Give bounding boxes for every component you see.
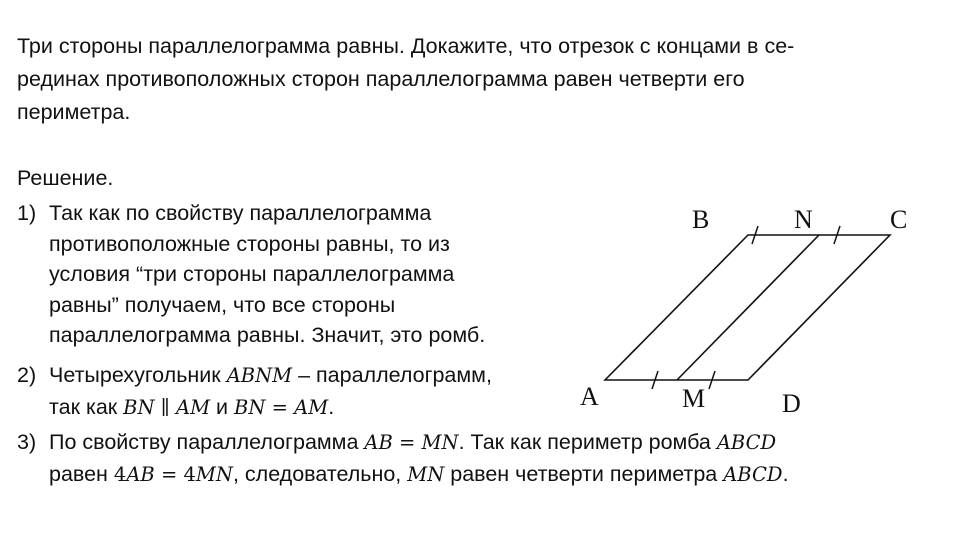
solution-title: Решение.: [17, 166, 114, 190]
step-3-line-1: [49, 427, 789, 459]
step-3-body: [49, 427, 789, 490]
step-2-period: .: [328, 394, 335, 419]
step-2-body: [49, 360, 492, 423]
step-3-period: .: [782, 461, 789, 486]
math-bn: BN: [123, 395, 155, 419]
math-am: AM: [175, 395, 211, 419]
label-c: C: [890, 205, 908, 234]
rhombus-figure: [570, 195, 930, 425]
parallel-symbol: ∥: [154, 395, 176, 419]
problem-line-3: периметра.: [17, 100, 131, 124]
math-abcd-2: ABCD: [723, 462, 783, 486]
step-2-number: 2): [17, 363, 37, 387]
step-2-tail: – параллелограмм,: [292, 363, 492, 387]
math-abnm: ABNM: [226, 364, 293, 387]
segment-mn: [677, 235, 819, 380]
label-m: M: [682, 384, 706, 413]
equals-sign: =: [154, 462, 184, 486]
math-mn: MN: [195, 462, 233, 486]
problem-line-2: рединах противоположных сторон параллелограмма равен четверти его: [17, 67, 745, 91]
label-a: A: [580, 382, 599, 411]
math-bn-eq-am: BN = AM: [234, 395, 329, 419]
step-3-mid-3: равен четверти периметра: [444, 461, 724, 486]
step-3-number: 3): [17, 430, 37, 454]
step-1-line-2: противоположные стороны равны, то из: [49, 231, 450, 256]
problem-statement: [17, 30, 942, 129]
step-2-line-2: [49, 392, 492, 424]
step-3-line-2: [49, 459, 789, 491]
step-2-line-1: [49, 360, 492, 392]
step-1-body: [49, 198, 485, 351]
math-ab-eq-mn: AB = MN: [364, 431, 459, 454]
step-3-text-2: равен: [49, 461, 114, 486]
conjunction-and: и: [210, 394, 235, 419]
step-2-text-2: так как: [49, 394, 124, 419]
math-mn-2: MN: [407, 462, 445, 486]
label-d: D: [782, 389, 801, 418]
step-1-line-5: параллелограмма равны. Значит, это ромб.: [49, 323, 486, 347]
math-abcd: ABCD: [716, 431, 777, 454]
math-four-2: 4: [183, 462, 196, 486]
label-n: N: [794, 205, 813, 234]
step-1-line-3: условия “три стороны параллелограмма: [49, 262, 455, 286]
step-1-line-4: равны” получаем, что все стороны: [49, 292, 396, 317]
step-1-number: 1): [17, 201, 37, 225]
math-ab: AB: [126, 462, 155, 486]
problem-line-1: Три стороны параллелограмма равны. Докажите, что отрезок с концами в се-: [17, 34, 795, 58]
step-2-text: Четырехугольник: [49, 363, 227, 387]
step-3-mid: . Так как периметр ромба: [458, 430, 717, 454]
math-four-1: 4: [113, 462, 127, 486]
step-1-line-1: Так как по свойству параллелограмма: [49, 201, 432, 225]
step-3-text: По свойству параллелограмма: [49, 430, 365, 454]
step-3-mid-2: , следовательно,: [232, 461, 408, 486]
label-b: B: [692, 205, 710, 234]
